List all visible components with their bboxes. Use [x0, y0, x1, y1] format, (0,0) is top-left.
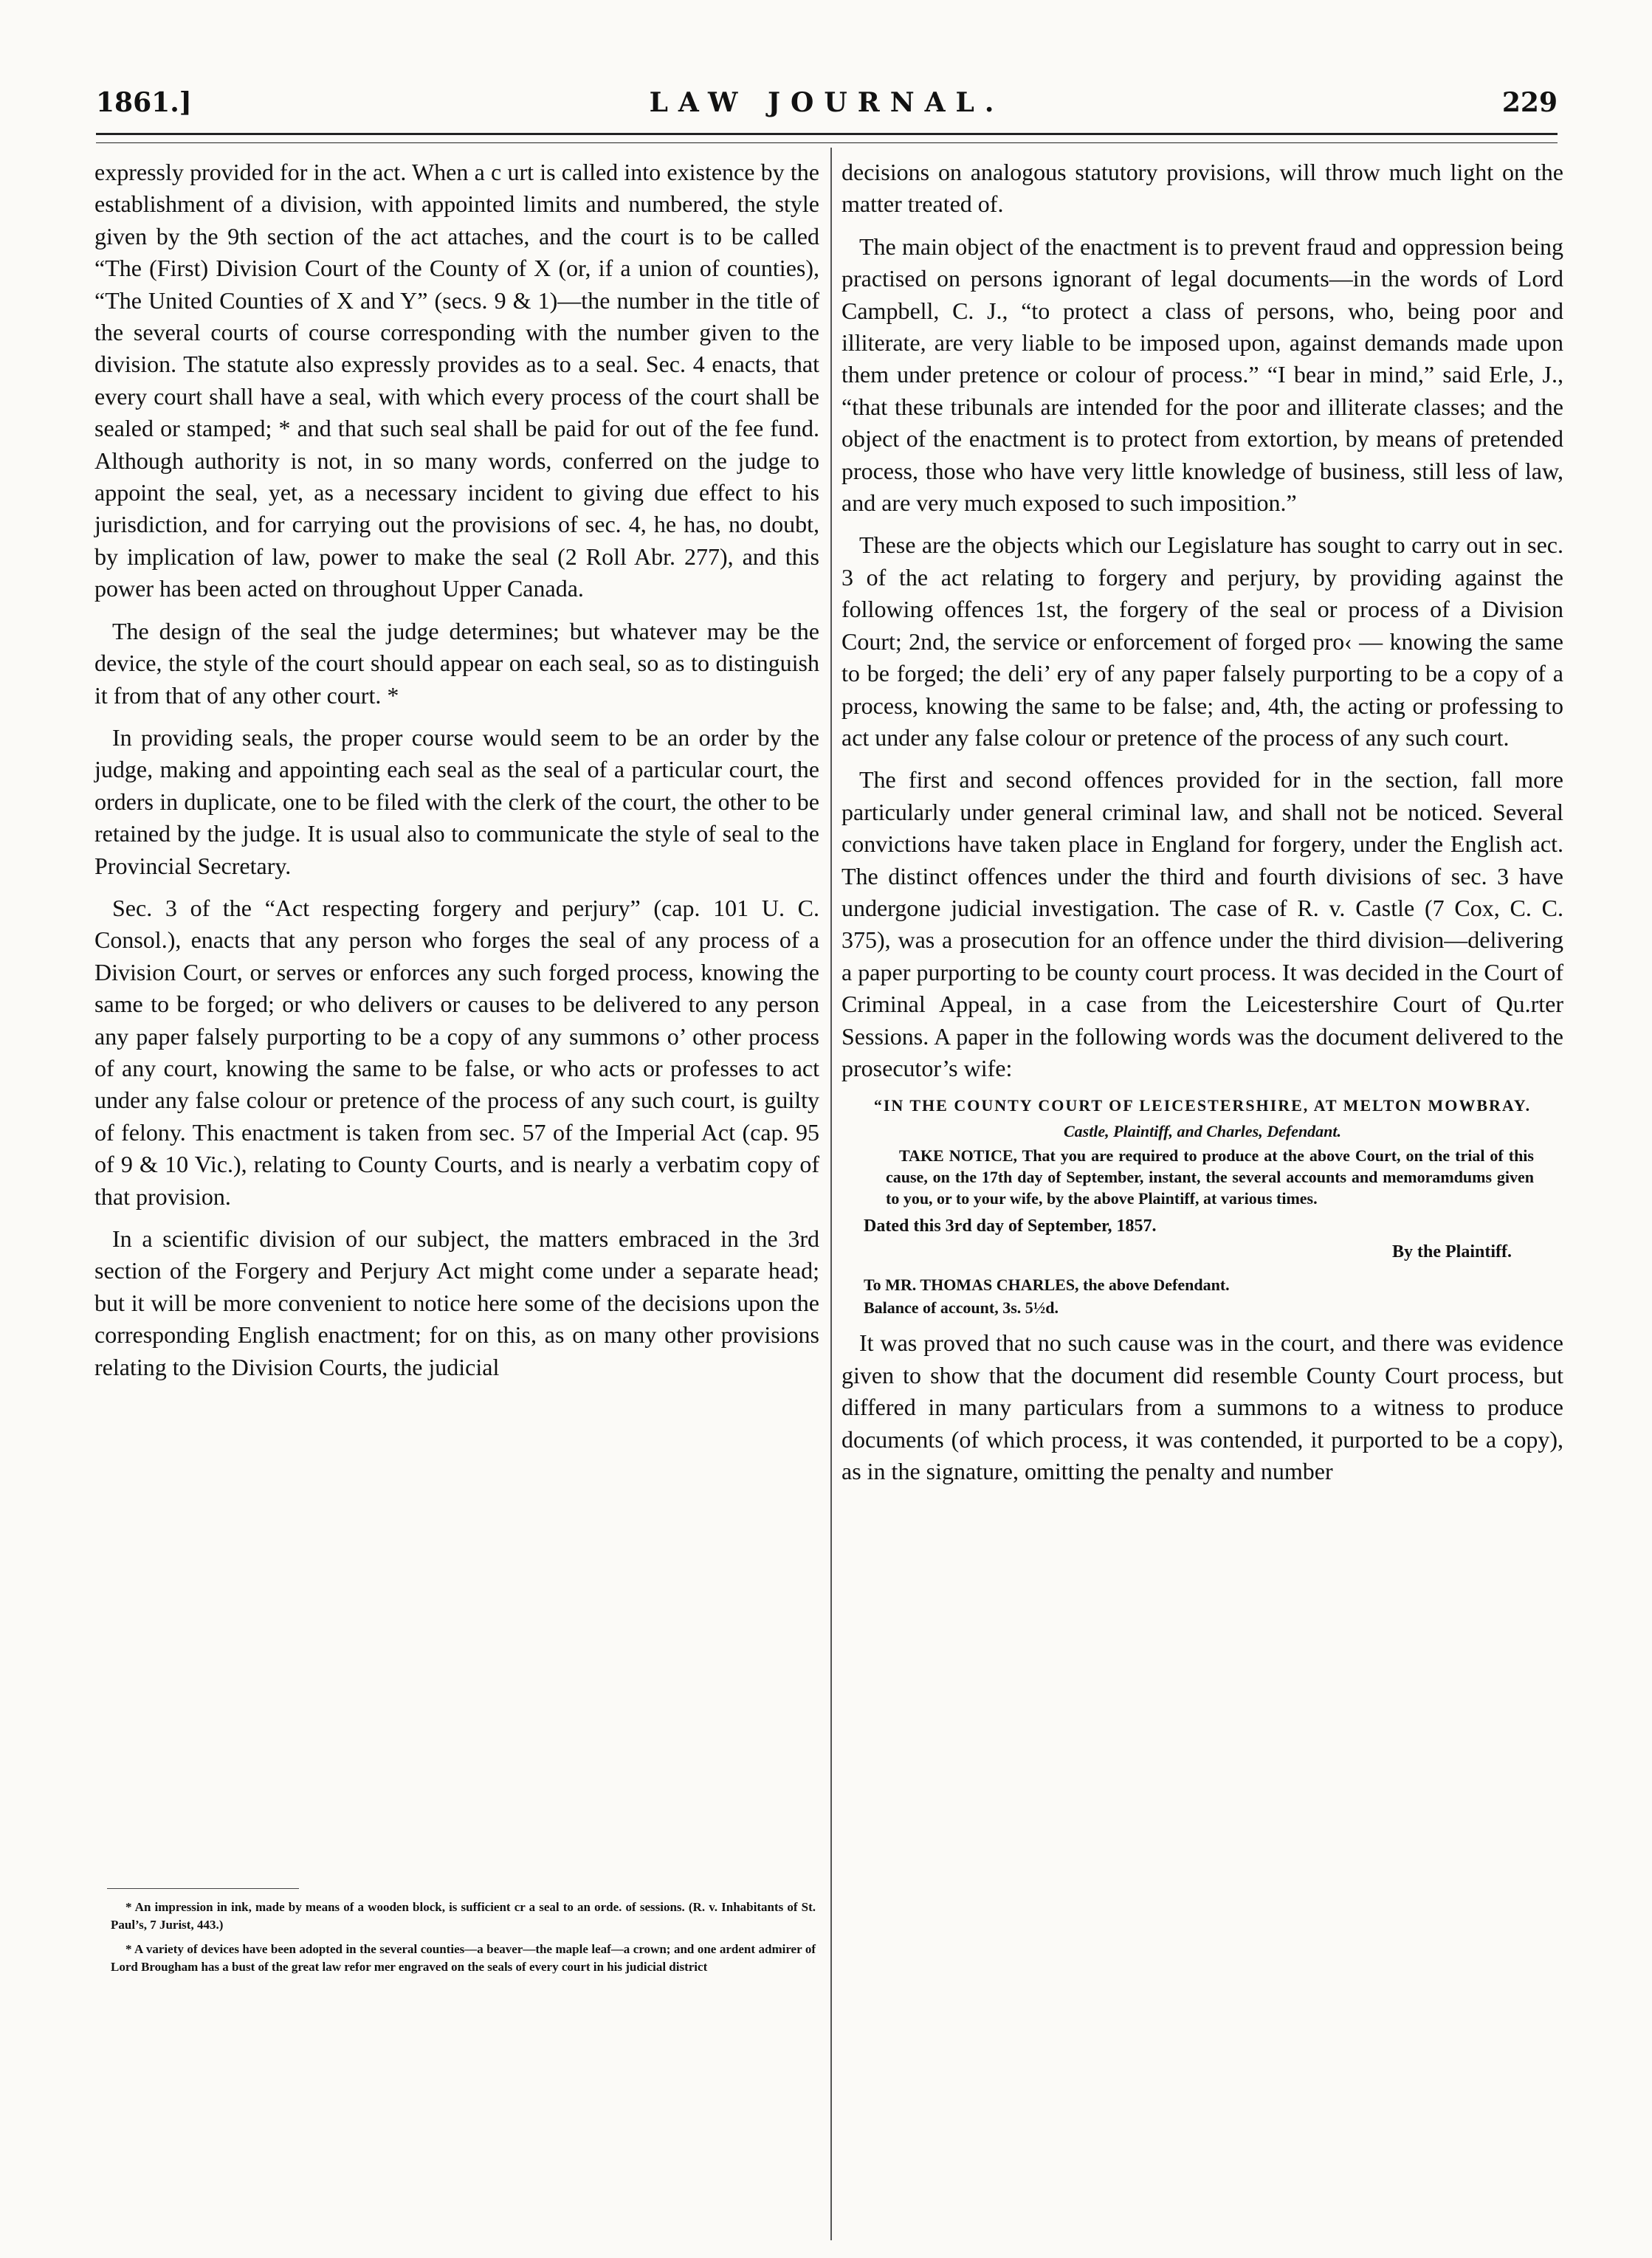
footnote-rule [107, 1888, 299, 1889]
header-page-number: 229 [1501, 87, 1558, 118]
right-paragraph-1: decisions on analogous statutory provisions, will throw much light on the matter treated of. [842, 159, 1563, 218]
quoted-court-notice [842, 1095, 1563, 1318]
right-column [842, 156, 1563, 1498]
left-paragraph-1: expressly provided for in the act. When a c urt is called into existence by the establishment of a division, with appointed limits and numbered, the style given by the 9th section of the act attaches, and the court is to be called “The (First) Division Court of the County of X (or, if a union of counties), “The United Counties of X and Y” (secs. 9 & 1)—the number in the title of the several courts of course corresponding with the number given to the division. The statute also expressly provides as to a seal. Sec. 4 enacts, that every court shall have a seal, with which every process of the court shall be sealed or stamped; * and that such seal shall be paid for out of the fee fund. Although authority is not, in so many words, conferred on the judge to appoint the seal, yet, as a necessary incident to giving due effect to his jurisdiction, and for carrying out the provisions of sec. 4, he has, no doubt, by implication of law, power to make the seal (2 Roll Abr. 277), and this power has been acted on throughout Upper Canada. [94, 159, 819, 602]
right-paragraph-3: These are the objects which our Legislature has sought to carry out in sec. 3 of the act relating to forgery and perjury, by providing against the following offences 1st, the forgery of the seal or process of a Division Court; 2nd, the service or enforcement of forged pro‹ — knowing the same to be forged; the deli’ ery of any paper falsely purporting to be a copy of a process, knowing the same to be false; and, 4th, the acting or professing to act under any false colour or pretence of the process of any such court. [842, 531, 1563, 751]
left-paragraph-3: In providing seals, the proper course would seem to be an order by the judge, making and appointing each seal as the seal of a particular court, the orders in duplicate, one to be filed with the clerk of the court, the other to be retained by the judge. It is usual also to communicate the style of seal to the Provincial Secretary. [94, 723, 819, 879]
notice-body: TAKE NOTICE, That you are required to produce at the above Court, on the trial of this cause, on the 17th day of September, instant, the several accounts and memoramdums given to you, or to your wife, by the above Plaintiff, at various times. [886, 1146, 1534, 1208]
notice-signature: By the Plaintiff. [1392, 1242, 1512, 1262]
column-divider [830, 148, 832, 2240]
left-paragraph-5: In a scientific division of our subject, the matters embraced in the 3rd section of the Forgery and Perjury Act might come under a separate head; but it will be more convenient to notice here some of the decisions upon the corresponding English enactment; for on this, as on many other provisions relating to the Division Courts, the judicial [94, 1225, 819, 1380]
notice-balance: Balance of account, 3s. 5½d. [864, 1298, 1059, 1318]
footnote-2: * A variety of devices have been adopted in the several counties—a beaver—the maple leaf—a crown; and one ardent admirer of Lord Brougham has a bust of the great law refor mer engraved on the seals of every court in his judicial district [111, 1942, 816, 1974]
right-paragraph-2: The main object of the enactment is to prevent fraud and oppression being practised on persons ignorant of legal documents—in the words of Lord Campbell, C. J., “to protect a class of persons, who, being poor and illiterate, are very liable to be imposed upon, against demands made upon them under pretence or colour of process.” “I bear in mind,” said Erle, J., “that these tribunals are intended for the poor and illiterate classes; and the object of the enactment is to protect from extortion, by means of pretended process, those who have very little knowledge of business, still less of law, and are very much exposed to such imposition.” [842, 233, 1563, 517]
right-paragraph-5: It was proved that no such cause was in the court, and there was evidence given to show that the document did resemble County Court process, but differed in many particulars from a summons to a witness to produce documents (of which process, it was contended, it purported to be a copy), as in the signature, omitting the penalty and number [842, 1329, 1563, 1484]
left-paragraph-4: Sec. 3 of the “Act respecting forgery and perjury” (cap. 101 U. C. Consol.), enacts that any person who forges the seal of any process of a Division Court, or serves or enforces any such forged process, knowing the same to be forged; or who delivers or causes to be delivered to any person any paper falsely purporting to be a copy of any summons o’ other process of any court, knowing the same to be false, or who acts or professes to act under any false colour or pretence of the process of any such court, is guilty of felony. This enactment is taken from sec. 57 of the Imperial Act (cap. 95 of 9 & 10 Vic.), relating to County Courts, and is nearly a verbatim copy of that provision. [94, 894, 819, 1210]
notice-parties: Castle, Plaintiff, and Charles, Defendant. [1063, 1122, 1342, 1141]
header-year: 1861.] [96, 87, 192, 118]
notice-title: “IN THE COUNTY COURT OF LEICESTERSHIRE, AT MELTON MOWBRAY. [873, 1096, 1532, 1115]
right-paragraph-4: The first and second offences provided for in the section, fall more particularly under general criminal law, and shall not be noticed. Several convictions have taken place in England for forgery, under the English act. The distinct offences under the third and fourth divisions of sec. 3 have undergone judicial investigation. The case of R. v. Castle (7 Cox, C. C. 375), was a prosecution for an offence under the third division—delivering a paper purporting to be county court process. It was decided in the Court of Criminal Appeal, in a case from the Leicestershire Court of Qu.rter Sessions. A paper in the following words was the document delivered to the prosecutor’s wife: [842, 766, 1563, 1081]
notice-addressee: To MR. THOMAS CHARLES, the above Defendant. [864, 1276, 1230, 1295]
header-title: LAW JOURNAL. [649, 87, 1005, 118]
left-column [94, 156, 819, 1394]
left-paragraph-2: The design of the seal the judge determines; but whatever may be the device, the style of the court should appear on each seal, so as to distinguish it from that of any other court. * [94, 617, 819, 709]
footnotes [111, 1899, 816, 1983]
header-rule [96, 133, 1558, 143]
notice-dated: Dated this 3rd day of September, 1857. [864, 1216, 1157, 1236]
footnote-1: * An impression in ink, made by means of a wooden block, is sufficient cr a seal to an orde. of sessions. (R. v. Inhabitants of St. Paul’s, 7 Jurist, 443.) [111, 1900, 816, 1932]
running-header [96, 87, 1558, 131]
